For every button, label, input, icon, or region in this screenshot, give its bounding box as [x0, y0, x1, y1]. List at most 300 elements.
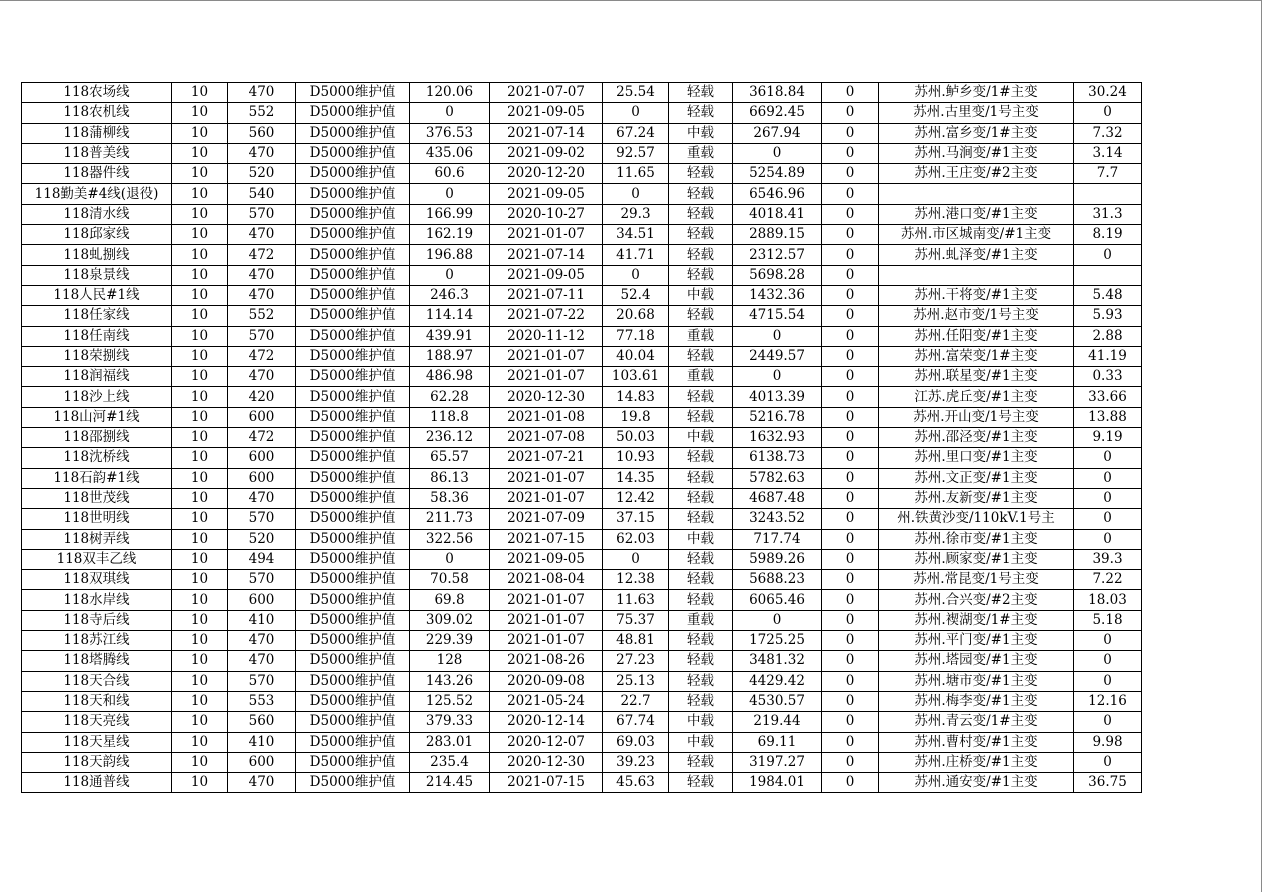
cell-load-rate: 0 — [603, 184, 669, 204]
cell-remaining-capacity: 1725.25 — [733, 631, 822, 651]
cell-flag: 0 — [822, 448, 879, 468]
cell-voltage: 10 — [172, 671, 228, 691]
cell-load-level: 轻载 — [669, 103, 733, 123]
table-row — [22, 570, 1142, 590]
cell-rated-current: 600 — [228, 448, 296, 468]
cell-rated-current: 470 — [228, 773, 296, 793]
table-row — [22, 123, 1142, 143]
cell-rated-current: 472 — [228, 428, 296, 448]
cell-flag: 0 — [822, 164, 879, 184]
cell-rated-current: 600 — [228, 407, 296, 427]
table-row — [22, 204, 1142, 224]
cell-load-rate: 52.4 — [603, 285, 669, 305]
cell-flag: 0 — [822, 83, 879, 103]
cell-max-current: 188.97 — [410, 346, 490, 366]
cell-transformer-value: 31.3 — [1074, 204, 1142, 224]
table-row — [22, 428, 1142, 448]
cell-remaining-capacity: 3618.84 — [733, 83, 822, 103]
cell-line-name: 118世茂线 — [22, 488, 172, 508]
cell-rated-current: 600 — [228, 752, 296, 772]
cell-remaining-capacity: 5782.63 — [733, 468, 822, 488]
cell-line-name: 118世明线 — [22, 509, 172, 529]
cell-remaining-capacity: 4530.57 — [733, 691, 822, 711]
cell-transformer-value: 0 — [1074, 712, 1142, 732]
cell-substation-transformer: 苏州.干将变/#1主变 — [879, 285, 1074, 305]
cell-max-current: 376.53 — [410, 123, 490, 143]
cell-load-rate: 67.24 — [603, 123, 669, 143]
cell-max-current: 86.13 — [410, 468, 490, 488]
cell-date: 2021-07-15 — [490, 773, 603, 793]
cell-remaining-capacity: 0 — [733, 610, 822, 630]
cell-rated-current: 520 — [228, 529, 296, 549]
cell-rated-current: 410 — [228, 610, 296, 630]
cell-remaining-capacity: 5254.89 — [733, 164, 822, 184]
cell-flag: 0 — [822, 346, 879, 366]
cell-remaining-capacity: 6138.73 — [733, 448, 822, 468]
cell-max-current: 236.12 — [410, 428, 490, 448]
cell-transformer-value: 7.7 — [1074, 164, 1142, 184]
cell-transformer-value: 3.14 — [1074, 143, 1142, 163]
cell-line-name: 118天韵线 — [22, 752, 172, 772]
cell-load-rate: 12.42 — [603, 488, 669, 508]
cell-load-rate: 50.03 — [603, 428, 669, 448]
cell-load-rate: 45.63 — [603, 773, 669, 793]
cell-load-level: 轻载 — [669, 407, 733, 427]
cell-flag: 0 — [822, 752, 879, 772]
cell-substation-transformer: 苏州.塔园变/#1主变 — [879, 651, 1074, 671]
cell-load-rate: 0 — [603, 103, 669, 123]
cell-substation-transformer: 苏州.里口变/#1主变 — [879, 448, 1074, 468]
cell-load-level: 轻载 — [669, 164, 733, 184]
cell-load-level: 轻载 — [669, 488, 733, 508]
cell-date: 2021-07-21 — [490, 448, 603, 468]
cell-substation-transformer: 苏州.庄桥变/#1主变 — [879, 752, 1074, 772]
cell-date: 2021-07-15 — [490, 529, 603, 549]
cell-remaining-capacity: 1984.01 — [733, 773, 822, 793]
cell-flag: 0 — [822, 245, 879, 265]
cell-date: 2020-12-14 — [490, 712, 603, 732]
table-row — [22, 488, 1142, 508]
cell-remaining-capacity: 3243.52 — [733, 509, 822, 529]
cell-transformer-value: 0 — [1074, 631, 1142, 651]
cell-transformer-value: 0 — [1074, 245, 1142, 265]
cell-transformer-value: 0.33 — [1074, 367, 1142, 387]
cell-line-name: 118寺后线 — [22, 610, 172, 630]
cell-flag: 0 — [822, 468, 879, 488]
cell-load-level: 轻载 — [669, 387, 733, 407]
cell-date: 2020-12-07 — [490, 732, 603, 752]
cell-flag: 0 — [822, 428, 879, 448]
cell-load-level: 轻载 — [669, 204, 733, 224]
cell-remaining-capacity: 5216.78 — [733, 407, 822, 427]
cell-voltage: 10 — [172, 346, 228, 366]
cell-data-source: D5000维护值 — [296, 773, 410, 793]
cell-data-source: D5000维护值 — [296, 529, 410, 549]
cell-line-name: 118天亮线 — [22, 712, 172, 732]
cell-load-rate: 12.38 — [603, 570, 669, 590]
cell-load-rate: 11.63 — [603, 590, 669, 610]
cell-max-current: 166.99 — [410, 204, 490, 224]
cell-remaining-capacity: 3481.32 — [733, 651, 822, 671]
cell-flag: 0 — [822, 509, 879, 529]
cell-voltage: 10 — [172, 428, 228, 448]
cell-substation-transformer: 苏州.虬泽变/#1主变 — [879, 245, 1074, 265]
cell-flag: 0 — [822, 570, 879, 590]
cell-transformer-value: 0 — [1074, 651, 1142, 671]
table-row — [22, 549, 1142, 569]
cell-load-level: 轻载 — [669, 184, 733, 204]
cell-flag: 0 — [822, 732, 879, 752]
cell-load-level: 轻载 — [669, 346, 733, 366]
cell-rated-current: 472 — [228, 245, 296, 265]
cell-data-source: D5000维护值 — [296, 184, 410, 204]
cell-max-current: 379.33 — [410, 712, 490, 732]
cell-substation-transformer: 苏州.港口变/#1主变 — [879, 204, 1074, 224]
cell-load-level: 中载 — [669, 123, 733, 143]
cell-max-current: 69.8 — [410, 590, 490, 610]
cell-transformer-value: 0 — [1074, 448, 1142, 468]
cell-date: 2021-01-07 — [490, 225, 603, 245]
cell-rated-current: 552 — [228, 103, 296, 123]
cell-max-current: 128 — [410, 651, 490, 671]
cell-rated-current: 553 — [228, 691, 296, 711]
cell-load-level: 轻载 — [669, 225, 733, 245]
cell-data-source: D5000维护值 — [296, 245, 410, 265]
cell-remaining-capacity: 0 — [733, 326, 822, 346]
cell-data-source: D5000维护值 — [296, 123, 410, 143]
cell-voltage: 10 — [172, 691, 228, 711]
cell-flag: 0 — [822, 123, 879, 143]
cell-voltage: 10 — [172, 123, 228, 143]
cell-remaining-capacity: 2889.15 — [733, 225, 822, 245]
cell-flag: 0 — [822, 143, 879, 163]
cell-date: 2021-09-05 — [490, 265, 603, 285]
cell-line-name: 118沈桥线 — [22, 448, 172, 468]
cell-substation-transformer: 苏州.市区城南变/#1主变 — [879, 225, 1074, 245]
cell-transformer-value: 33.66 — [1074, 387, 1142, 407]
cell-data-source: D5000维护值 — [296, 143, 410, 163]
cell-max-current: 486.98 — [410, 367, 490, 387]
cell-data-source: D5000维护值 — [296, 103, 410, 123]
cell-date: 2021-09-05 — [490, 184, 603, 204]
cell-load-rate: 48.81 — [603, 631, 669, 651]
cell-line-name: 118人民#1线 — [22, 285, 172, 305]
cell-date: 2021-01-07 — [490, 367, 603, 387]
cell-transformer-value: 36.75 — [1074, 773, 1142, 793]
cell-load-level: 轻载 — [669, 570, 733, 590]
cell-load-rate: 103.61 — [603, 367, 669, 387]
cell-load-level: 轻载 — [669, 691, 733, 711]
cell-max-current: 322.56 — [410, 529, 490, 549]
cell-remaining-capacity: 0 — [733, 143, 822, 163]
cell-flag: 0 — [822, 367, 879, 387]
cell-max-current: 60.6 — [410, 164, 490, 184]
cell-transformer-value — [1074, 184, 1142, 204]
cell-max-current: 65.57 — [410, 448, 490, 468]
cell-max-current: 118.8 — [410, 407, 490, 427]
cell-data-source: D5000维护值 — [296, 671, 410, 691]
cell-data-source: D5000维护值 — [296, 407, 410, 427]
cell-rated-current: 470 — [228, 367, 296, 387]
cell-flag: 0 — [822, 306, 879, 326]
cell-voltage: 10 — [172, 468, 228, 488]
cell-transformer-value — [1074, 265, 1142, 285]
cell-load-rate: 67.74 — [603, 712, 669, 732]
cell-substation-transformer: 苏州.古里变/1号主变 — [879, 103, 1074, 123]
table-row — [22, 529, 1142, 549]
cell-load-level: 重载 — [669, 610, 733, 630]
cell-voltage: 10 — [172, 529, 228, 549]
table-row — [22, 143, 1142, 163]
cell-load-rate: 19.8 — [603, 407, 669, 427]
cell-substation-transformer: 苏州.富荣变/1#主变 — [879, 346, 1074, 366]
table-row — [22, 509, 1142, 529]
cell-transformer-value: 5.93 — [1074, 306, 1142, 326]
cell-date: 2021-07-09 — [490, 509, 603, 529]
cell-date: 2021-09-05 — [490, 103, 603, 123]
cell-line-name: 118邵捌线 — [22, 428, 172, 448]
cell-remaining-capacity: 3197.27 — [733, 752, 822, 772]
cell-flag: 0 — [822, 773, 879, 793]
cell-voltage: 10 — [172, 570, 228, 590]
cell-load-rate: 10.93 — [603, 448, 669, 468]
cell-data-source: D5000维护值 — [296, 570, 410, 590]
cell-date: 2021-01-07 — [490, 488, 603, 508]
cell-max-current: 0 — [410, 265, 490, 285]
cell-data-source: D5000维护值 — [296, 549, 410, 569]
cell-substation-transformer: 苏州.富乡变/1#主变 — [879, 123, 1074, 143]
page-border-top — [0, 0, 1262, 1]
cell-flag: 0 — [822, 407, 879, 427]
cell-flag: 0 — [822, 184, 879, 204]
cell-substation-transformer: 苏州.邵泾变/#1主变 — [879, 428, 1074, 448]
cell-voltage: 10 — [172, 225, 228, 245]
cell-voltage: 10 — [172, 184, 228, 204]
cell-date: 2021-07-14 — [490, 123, 603, 143]
feeder-load-table — [21, 82, 1142, 793]
cell-substation-transformer: 苏州.合兴变/#2主变 — [879, 590, 1074, 610]
cell-max-current: 62.28 — [410, 387, 490, 407]
cell-load-rate: 25.54 — [603, 83, 669, 103]
cell-data-source: D5000维护值 — [296, 346, 410, 366]
cell-load-level: 重载 — [669, 143, 733, 163]
cell-rated-current: 472 — [228, 346, 296, 366]
cell-load-level: 重载 — [669, 367, 733, 387]
cell-line-name: 118山河#1线 — [22, 407, 172, 427]
cell-max-current: 246.3 — [410, 285, 490, 305]
cell-remaining-capacity: 4429.42 — [733, 671, 822, 691]
cell-line-name: 118天和线 — [22, 691, 172, 711]
cell-substation-transformer: 苏州.王庄变/#2主变 — [879, 164, 1074, 184]
table-row — [22, 367, 1142, 387]
cell-substation-transformer: 苏州.顾家变/#1主变 — [879, 549, 1074, 569]
cell-date: 2021-01-07 — [490, 610, 603, 630]
cell-flag: 0 — [822, 529, 879, 549]
cell-load-level: 轻载 — [669, 265, 733, 285]
cell-rated-current: 470 — [228, 83, 296, 103]
cell-max-current: 162.19 — [410, 225, 490, 245]
cell-data-source: D5000维护值 — [296, 367, 410, 387]
cell-voltage: 10 — [172, 367, 228, 387]
cell-remaining-capacity: 5688.23 — [733, 570, 822, 590]
cell-load-rate: 14.35 — [603, 468, 669, 488]
cell-line-name: 118双丰乙线 — [22, 549, 172, 569]
cell-voltage: 10 — [172, 488, 228, 508]
cell-substation-transformer: 苏州.联星变/#1主变 — [879, 367, 1074, 387]
cell-rated-current: 494 — [228, 549, 296, 569]
table-row — [22, 346, 1142, 366]
cell-load-rate: 22.7 — [603, 691, 669, 711]
cell-substation-transformer — [879, 265, 1074, 285]
cell-date: 2020-10-27 — [490, 204, 603, 224]
cell-transformer-value: 5.48 — [1074, 285, 1142, 305]
cell-voltage: 10 — [172, 245, 228, 265]
cell-voltage: 10 — [172, 326, 228, 346]
cell-line-name: 118泉景线 — [22, 265, 172, 285]
cell-transformer-value: 7.32 — [1074, 123, 1142, 143]
cell-data-source: D5000维护值 — [296, 610, 410, 630]
cell-voltage: 10 — [172, 143, 228, 163]
cell-transformer-value: 30.24 — [1074, 83, 1142, 103]
cell-transformer-value: 0 — [1074, 468, 1142, 488]
table-row — [22, 752, 1142, 772]
cell-voltage: 10 — [172, 265, 228, 285]
cell-remaining-capacity: 6546.96 — [733, 184, 822, 204]
cell-rated-current: 470 — [228, 631, 296, 651]
cell-date: 2020-09-08 — [490, 671, 603, 691]
cell-voltage: 10 — [172, 509, 228, 529]
cell-date: 2021-07-22 — [490, 306, 603, 326]
cell-substation-transformer — [879, 184, 1074, 204]
cell-max-current: 235.4 — [410, 752, 490, 772]
cell-voltage: 10 — [172, 712, 228, 732]
cell-remaining-capacity: 2312.57 — [733, 245, 822, 265]
cell-flag: 0 — [822, 651, 879, 671]
cell-rated-current: 470 — [228, 143, 296, 163]
cell-data-source: D5000维护值 — [296, 285, 410, 305]
cell-date: 2021-08-26 — [490, 651, 603, 671]
cell-remaining-capacity: 717.74 — [733, 529, 822, 549]
cell-line-name: 118天星线 — [22, 732, 172, 752]
cell-rated-current: 560 — [228, 712, 296, 732]
table-row — [22, 651, 1142, 671]
cell-line-name: 118普美线 — [22, 143, 172, 163]
cell-voltage: 10 — [172, 407, 228, 427]
cell-max-current: 214.45 — [410, 773, 490, 793]
cell-transformer-value: 39.3 — [1074, 549, 1142, 569]
table-row — [22, 245, 1142, 265]
cell-line-name: 118石韵#1线 — [22, 468, 172, 488]
cell-date: 2021-07-08 — [490, 428, 603, 448]
table-row — [22, 590, 1142, 610]
cell-load-level: 轻载 — [669, 83, 733, 103]
cell-substation-transformer: 苏州.开山变/1号主变 — [879, 407, 1074, 427]
cell-flag: 0 — [822, 225, 879, 245]
cell-substation-transformer: 苏州.常昆变/1号主变 — [879, 570, 1074, 590]
cell-substation-transformer: 苏州.马涧变/#1主变 — [879, 143, 1074, 163]
cell-rated-current: 470 — [228, 265, 296, 285]
cell-data-source: D5000维护值 — [296, 651, 410, 671]
cell-transformer-value: 2.88 — [1074, 326, 1142, 346]
cell-date: 2021-07-14 — [490, 245, 603, 265]
cell-rated-current: 470 — [228, 225, 296, 245]
cell-voltage: 10 — [172, 285, 228, 305]
table-row — [22, 773, 1142, 793]
table-row — [22, 387, 1142, 407]
cell-load-level: 重载 — [669, 326, 733, 346]
cell-substation-transformer: 苏州.褉湖变/1#主变 — [879, 610, 1074, 630]
cell-line-name: 118荣捌线 — [22, 346, 172, 366]
cell-data-source: D5000维护值 — [296, 225, 410, 245]
cell-date: 2021-01-07 — [490, 590, 603, 610]
cell-flag: 0 — [822, 549, 879, 569]
cell-flag: 0 — [822, 265, 879, 285]
table-row — [22, 83, 1142, 103]
cell-voltage: 10 — [172, 631, 228, 651]
cell-substation-transformer: 苏州.任阳变/#1主变 — [879, 326, 1074, 346]
cell-substation-transformer: 苏州.赵市变/1号主变 — [879, 306, 1074, 326]
cell-transformer-value: 9.98 — [1074, 732, 1142, 752]
cell-data-source: D5000维护值 — [296, 712, 410, 732]
table-row — [22, 326, 1142, 346]
cell-substation-transformer: 苏州.梅李变/#1主变 — [879, 691, 1074, 711]
cell-data-source: D5000维护值 — [296, 631, 410, 651]
table-row — [22, 265, 1142, 285]
cell-line-name: 118通普线 — [22, 773, 172, 793]
cell-flag: 0 — [822, 671, 879, 691]
cell-date: 2021-05-24 — [490, 691, 603, 711]
cell-flag: 0 — [822, 204, 879, 224]
cell-max-current: 196.88 — [410, 245, 490, 265]
cell-remaining-capacity: 5989.26 — [733, 549, 822, 569]
cell-load-level: 轻载 — [669, 752, 733, 772]
cell-line-name: 118塔腾线 — [22, 651, 172, 671]
cell-substation-transformer: 苏州.鲈乡变/1#主变 — [879, 83, 1074, 103]
cell-data-source: D5000维护值 — [296, 448, 410, 468]
cell-transformer-value: 0 — [1074, 752, 1142, 772]
cell-load-level: 轻载 — [669, 509, 733, 529]
table-row — [22, 103, 1142, 123]
cell-date: 2021-08-04 — [490, 570, 603, 590]
cell-load-level: 中载 — [669, 428, 733, 448]
cell-line-name: 118水岸线 — [22, 590, 172, 610]
cell-voltage: 10 — [172, 387, 228, 407]
cell-remaining-capacity: 69.11 — [733, 732, 822, 752]
cell-date: 2021-07-11 — [490, 285, 603, 305]
cell-flag: 0 — [822, 488, 879, 508]
cell-substation-transformer: 苏州.塘市变/#1主变 — [879, 671, 1074, 691]
cell-date: 2021-01-07 — [490, 346, 603, 366]
cell-date: 2021-01-07 — [490, 631, 603, 651]
cell-rated-current: 570 — [228, 509, 296, 529]
cell-load-level: 轻载 — [669, 651, 733, 671]
cell-rated-current: 420 — [228, 387, 296, 407]
cell-rated-current: 470 — [228, 488, 296, 508]
cell-voltage: 10 — [172, 732, 228, 752]
cell-load-rate: 11.65 — [603, 164, 669, 184]
cell-voltage: 10 — [172, 752, 228, 772]
cell-line-name: 118勤美#4线(退役) — [22, 184, 172, 204]
cell-voltage: 10 — [172, 651, 228, 671]
table-row — [22, 732, 1142, 752]
cell-load-rate: 14.83 — [603, 387, 669, 407]
cell-rated-current: 600 — [228, 468, 296, 488]
cell-line-name: 118任南线 — [22, 326, 172, 346]
cell-line-name: 118沙上线 — [22, 387, 172, 407]
cell-load-rate: 77.18 — [603, 326, 669, 346]
cell-max-current: 125.52 — [410, 691, 490, 711]
cell-date: 2021-01-07 — [490, 468, 603, 488]
